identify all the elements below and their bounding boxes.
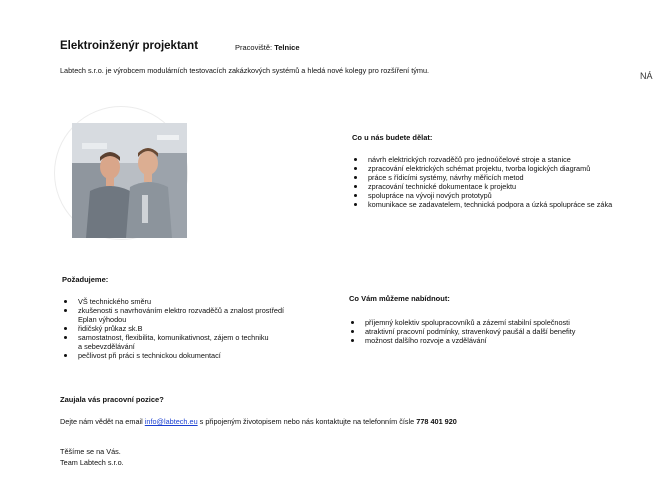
offer-list xyxy=(349,318,575,345)
list-item-text: pečlivost při práci s technickou dokumentací xyxy=(78,351,221,360)
phone-number: 778 401 920 xyxy=(416,417,457,426)
list-item: práce s řídicími systémy, návrhy měřicích metod xyxy=(352,173,612,182)
email-link[interactable]: info@labtech.eu xyxy=(144,417,198,426)
list-item-text: VŠ technického směru xyxy=(78,297,152,306)
closing-line-2: Team Labtech s.r.o. xyxy=(60,458,124,467)
list-item-text: Eplan výhodou xyxy=(78,315,127,324)
list-item: zpracování technické dokumentace k projektu xyxy=(352,182,612,191)
list-item-text: řidičský průkaz sk.B xyxy=(78,324,143,333)
workplace-value: Telnice xyxy=(274,43,300,52)
contact-heading: Zaujala vás pracovní pozice? xyxy=(60,395,164,404)
closing-line-1: Těšíme se na Vás. xyxy=(60,447,121,456)
list-item-text: samostatnost, flexibilita, komunikativnost, zájem o techniku xyxy=(78,333,269,342)
workplace-label: Pracoviště: xyxy=(235,43,273,52)
offer-heading: Co Vám můžeme nabídnout: xyxy=(349,294,450,303)
list-item: možnost dalšího rozvoje a vzdělávání xyxy=(349,336,575,345)
job-title: Elektroinženýr projektant xyxy=(60,40,199,52)
intro-text: Labtech s.r.o. je výrobcem modulárních testovacích zakázkových systémů a hledá nové kolegy pro rozšíření týmu. xyxy=(60,66,430,75)
cut-off-text: NÁ xyxy=(640,71,653,81)
contact-text-middle: s připojeným životopisem nebo nás kontaktujte na telefonním čísle xyxy=(197,417,417,426)
list-item xyxy=(62,351,284,360)
list-item xyxy=(62,333,284,351)
list-item: komunikace se zadavatelem, technická podpora a úzká spolupráce se záka xyxy=(352,200,612,209)
list-item-text: zkušenosti s navrhováním elektro rozvaděčů a znalost prostředí xyxy=(78,306,285,315)
tasks-list xyxy=(352,155,612,209)
tasks-heading: Co u nás budete dělat: xyxy=(352,133,433,142)
list-item: příjemný kolektiv spolupracovníků a zázemí stabilní společnosti xyxy=(349,318,575,327)
list-item-text: a sebevzdělávání xyxy=(78,342,135,351)
list-item: atraktivní pracovní podmínky, stravenkový paušál a další benefity xyxy=(349,327,575,336)
team-photo xyxy=(72,123,187,238)
workplace xyxy=(235,43,300,52)
requirements-list xyxy=(62,297,284,360)
list-item xyxy=(62,324,284,333)
contact-text xyxy=(60,417,457,426)
contact-text-before: Dejte nám vědět na email xyxy=(60,417,145,426)
list-item xyxy=(62,297,284,306)
list-item: návrh elektrických rozvaděčů pro jednoúčelové stroje a stanice xyxy=(352,155,612,164)
list-item xyxy=(62,306,284,324)
team-photo-illustration xyxy=(72,123,187,238)
list-item: spolupráce na vývoji nových prototypů xyxy=(352,191,612,200)
list-item: zpracování elektrických schémat projektu, tvorba logických diagramů xyxy=(352,164,612,173)
requirements-heading: Požadujeme: xyxy=(62,275,109,284)
